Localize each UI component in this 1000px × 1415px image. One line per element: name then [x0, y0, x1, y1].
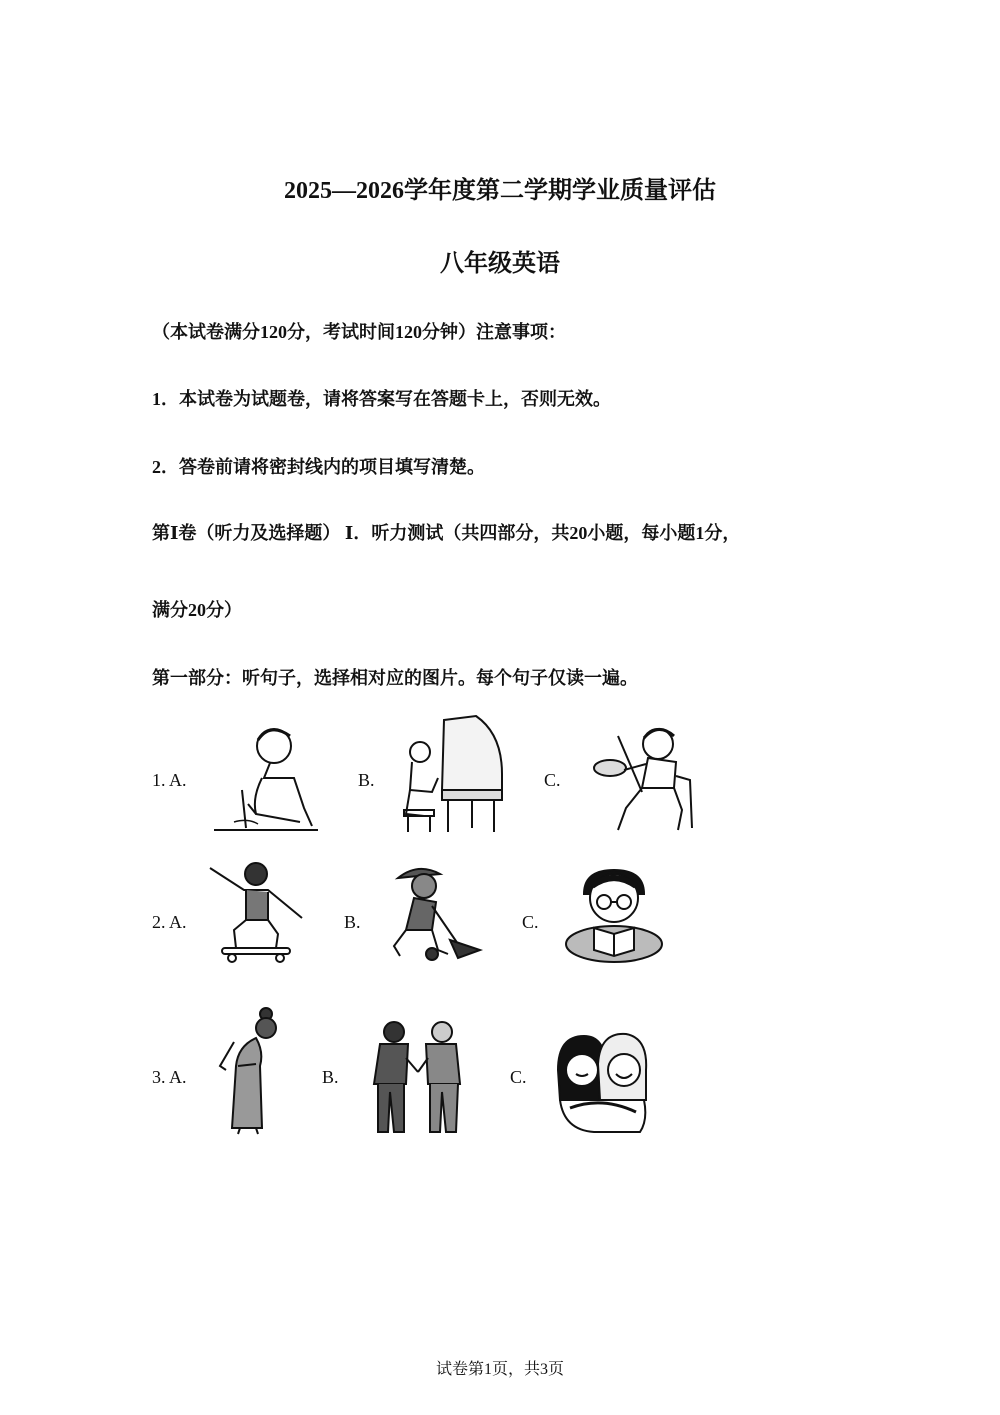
playing-violin-icon	[588, 722, 696, 834]
part-1-instruction: 第一部分：听句子，选择相对应的图片。每个句子仅读一遍。	[152, 668, 638, 688]
skateboarding-icon	[206, 860, 306, 964]
page-footer: 试卷第1页，共3页	[435, 1361, 564, 1378]
section-heading-line-2: 满分20分）	[152, 600, 242, 620]
question-2-option-b-label: B.	[344, 912, 361, 932]
writing-calligraphy-icon	[212, 718, 322, 834]
section-heading-line-1: 第Ⅰ卷（听力及选择题） Ⅰ．听力测试（共四部分，共20小题，每小题1分，	[152, 523, 741, 543]
reading-book-icon	[564, 864, 664, 966]
notes-item-1: 1．本试卷为试题卷，请将答案写在答题卡上，否则无效。	[152, 389, 611, 409]
question-1-option-c-label: C.	[544, 770, 561, 790]
hugging-icon	[554, 1030, 650, 1134]
notes-item-2: 2．答卷前请将密封线内的项目填写清楚。	[152, 457, 485, 477]
question-3-label: 3. A.	[152, 1067, 187, 1087]
question-3-option-c-label: C.	[510, 1067, 527, 1087]
notes-intro: （本试卷满分120分，考试时间120分钟）注意事项：	[152, 322, 566, 342]
exam-subtitle: 八年级英语	[440, 251, 560, 277]
question-2-option-c-label: C.	[522, 912, 539, 932]
sweeping-icon	[388, 860, 484, 962]
shaking-hands-icon	[368, 1018, 466, 1136]
question-3-option-b-label: B.	[322, 1067, 339, 1087]
exam-title: 2025—2026学年度第二学期学业质量评估	[284, 178, 716, 204]
bowing-icon	[216, 1006, 282, 1136]
question-1-label: 1. A.	[152, 770, 187, 790]
question-1-option-b-label: B.	[358, 770, 375, 790]
question-2-label: 2. A.	[152, 912, 187, 932]
playing-piano-icon	[402, 714, 508, 836]
